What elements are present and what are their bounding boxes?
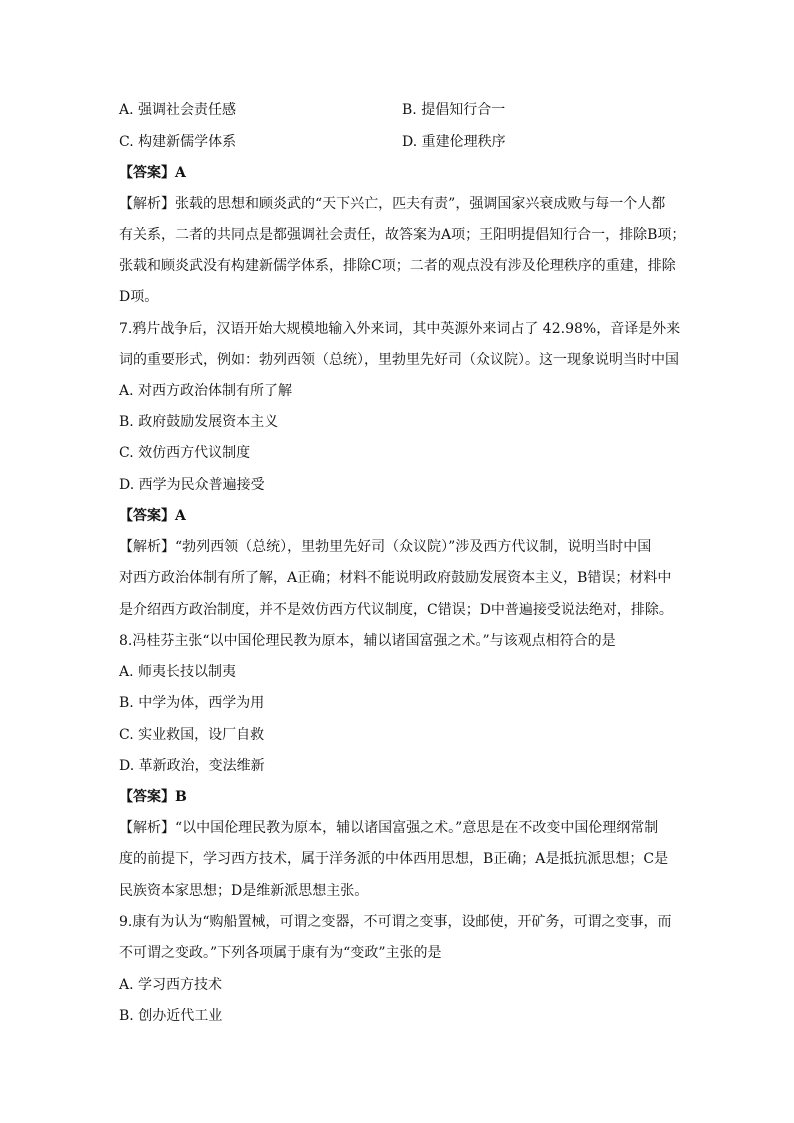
answer-line: 【答案】A	[119, 165, 186, 181]
option-d: D. 西学为民众普遍接受	[119, 477, 265, 493]
option-b: B. 中学为体，西学为用	[119, 695, 265, 711]
option-c: C. 效仿西方代议制度	[119, 445, 251, 461]
option-row-cd	[119, 132, 506, 152]
text-line: D项。	[119, 289, 159, 305]
question-7: 7.鸦片战争后，汉语开始大规模地输入外来词，其中英源外来词占了 42.98%，音译是外来	[119, 321, 681, 337]
option-c: C. 构建新儒学体系	[119, 134, 237, 150]
text-line: 民族资本家思想；D是维新派思想主张。	[119, 883, 369, 899]
answer-line: 【答案】B	[119, 789, 187, 805]
text-line: 对西方政治体制有所了解，A正确；材料不能说明政府鼓励发展资本主义，B错误；材料中	[119, 570, 672, 586]
option-a: A. 强调社会责任感	[119, 102, 237, 118]
option-b: B. 提倡知行合一	[402, 102, 506, 118]
text-line: 是介绍西方政治制度，并不是效仿西方代议制度，C错误；D中普遍接受说法绝对，排除。	[119, 602, 673, 618]
text-line: 词的重要形式，例如：勃列西领（总统），里勃里先好司（众议院）。这一现象说明当时中国	[119, 352, 679, 368]
option-d: D. 重建伦理秩序	[402, 134, 506, 150]
question-8: 8.冯桂芬主张“以中国伦理民教为原本，辅以诸国富强之术。”与该观点相符合的是	[119, 633, 616, 649]
option-a: A. 对西方政治体制有所了解	[119, 383, 293, 399]
option-c: C. 实业救国，设厂自救	[119, 727, 265, 743]
text-line: 度的前提下，学习西方技术，属于洋务派的中体西用思想，B正确；A是抵抗派思想；C是	[119, 851, 669, 867]
analysis-line: 【解析】“勃列西领（总统），里勃里先好司（众议院）”涉及西方代议制，说明当时中国	[119, 539, 652, 555]
option-a: A. 学习西方技术	[119, 977, 223, 993]
option-d: D. 革新政治，变法维新	[119, 758, 265, 774]
text-line: 张载和顾炎武没有构建新儒学体系，排除C项；二者的观点没有涉及伦理秩序的重建，排除	[119, 258, 676, 274]
answer-line: 【答案】A	[119, 508, 186, 524]
option-b: B. 创办近代工业	[119, 1008, 223, 1024]
text-line: 不可谓之变政。”下列各项属于康有为“变政”主张的是	[119, 945, 442, 961]
analysis-line: 【解析】张载的思想和顾炎武的“天下兴亡，匹夫有责”，强调国家兴衰成败与每一个人都	[119, 196, 666, 212]
analysis-line: 【解析】“以中国伦理民教为原本，辅以诸国富强之术。”意思是在不改变中国伦理纲常制	[119, 820, 659, 836]
option-b: B. 政府鼓励发展资本主义	[119, 414, 279, 430]
text-line: 有关系，二者的共同点是都强调社会责任，故答案为A项；王阳明提倡知行合一，排除B项；	[119, 227, 686, 243]
option-row-ab	[119, 100, 506, 120]
option-a: A. 师夷长技以制夷	[119, 664, 237, 680]
question-9: 9.康有为认为“购船置械，可谓之变器，不可谓之变事，设邮使，开矿务，可谓之变事，而	[119, 914, 672, 930]
